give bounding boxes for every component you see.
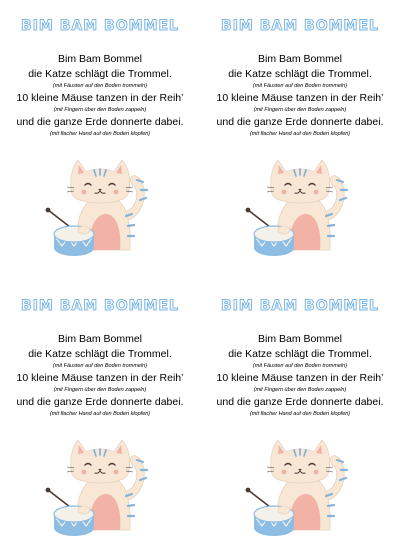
song-title: BIM BAM BOMMEL [21, 298, 179, 314]
verse-line-3: 10 kleine Mäuse tanzen in der Reih’ [216, 372, 384, 384]
verse-line-4: und die ganze Erde donnerte dabei. [216, 396, 384, 408]
song-title: BIM BAM BOMMEL [221, 298, 379, 314]
song-verse [200, 52, 400, 139]
verse-line-4: und die ganze Erde donnerte dabei. [16, 396, 184, 408]
verse-note-1: (mit Fäusten auf den Boden trommeln) [52, 363, 148, 369]
verse-line-1: Bim Bam Bommel [257, 333, 342, 345]
verse-note-3: (mit flacher Hand auf den Boden klopfen) [49, 411, 151, 417]
verse-line-1: Bim Bam Bommel [57, 333, 142, 345]
verse-note-3: (mit flacher Hand auf den Boden klopfen) [249, 411, 351, 417]
song-title: BIM BAM BOMMEL [21, 18, 179, 34]
verse-line-1: Bim Bam Bommel [257, 53, 342, 65]
verse-note-3: (mit flacher Hand auf den Boden klopfen) [49, 131, 151, 137]
song-card [0, 0, 200, 280]
verse-line-1: Bim Bam Bommel [57, 53, 142, 65]
song-card [200, 280, 400, 560]
verse-note-1: (mit Fäusten auf den Boden trommeln) [52, 83, 148, 89]
cat-with-drum-icon [44, 150, 156, 258]
song-verse [0, 332, 200, 419]
verse-line-2: die Katze schlägt die Trommel. [28, 348, 172, 360]
verse-line-4: und die ganze Erde donnerte dabei. [216, 116, 384, 128]
verse-note-3: (mit flacher Hand auf den Boden klopfen) [249, 131, 351, 137]
verse-line-2: die Katze schlägt die Trommel. [28, 68, 172, 80]
verse-note-1: (mit Fäusten auf den Boden trommeln) [252, 363, 348, 369]
verse-line-3: 10 kleine Mäuse tanzen in der Reih’ [16, 92, 184, 104]
song-title: BIM BAM BOMMEL [221, 18, 379, 34]
verse-note-1: (mit Fäusten auf den Boden trommeln) [252, 83, 348, 89]
song-card [200, 0, 400, 280]
song-verse [200, 332, 400, 419]
verse-note-2: (mit Fingern über den Boden zappeln) [253, 387, 347, 393]
verse-note-2: (mit Fingern über den Boden zappeln) [253, 107, 347, 113]
cat-with-drum-icon [244, 150, 356, 258]
verse-note-2: (mit Fingern über den Boden zappeln) [53, 387, 147, 393]
cat-with-drum-icon [44, 430, 156, 538]
verse-line-2: die Katze schlägt die Trommel. [228, 68, 372, 80]
cat-with-drum-icon [244, 430, 356, 538]
song-card [0, 280, 200, 560]
song-verse [0, 52, 200, 139]
verse-note-2: (mit Fingern über den Boden zappeln) [53, 107, 147, 113]
verse-line-2: die Katze schlägt die Trommel. [228, 348, 372, 360]
verse-line-3: 10 kleine Mäuse tanzen in der Reih’ [16, 372, 184, 384]
verse-line-3: 10 kleine Mäuse tanzen in der Reih’ [216, 92, 384, 104]
verse-line-4: und die ganze Erde donnerte dabei. [16, 116, 184, 128]
